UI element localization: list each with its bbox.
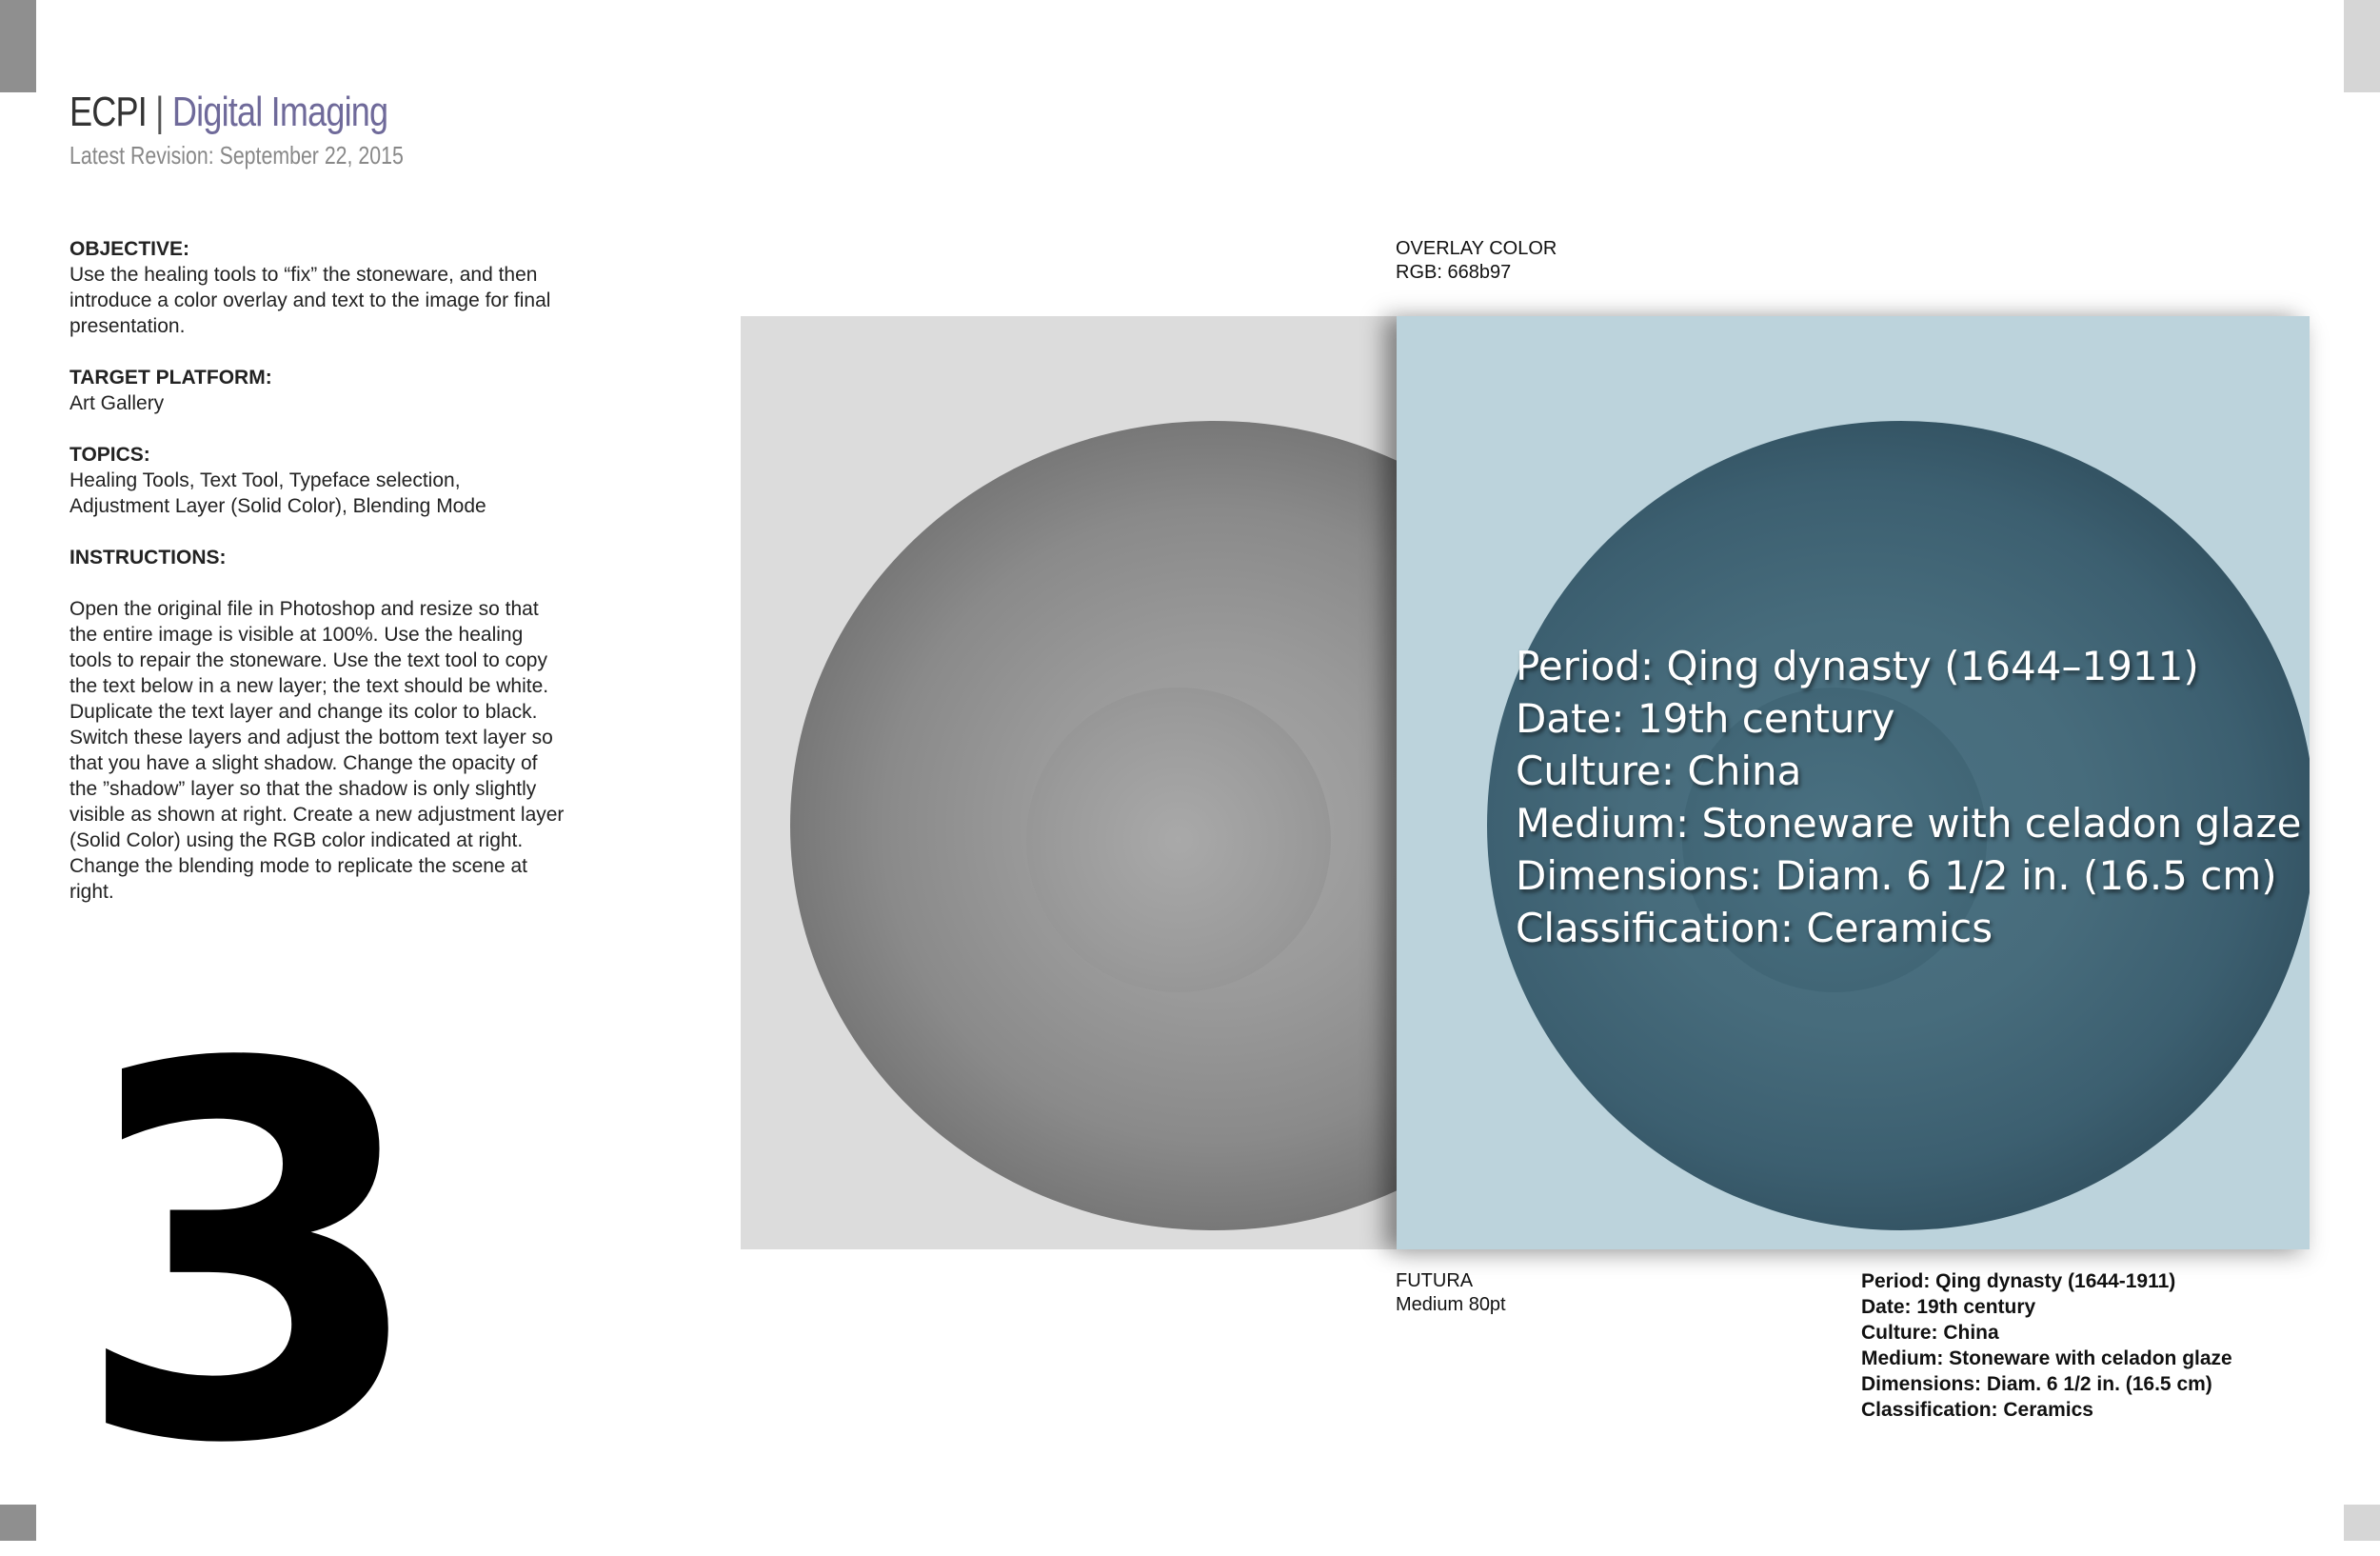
platform-text: Art Gallery xyxy=(69,392,165,414)
photo-label-line: Period: Qing dynasty (1644–1911) xyxy=(1516,643,2199,689)
stoneware-comparison-image xyxy=(741,316,2310,1249)
page-tab-bottom-left xyxy=(0,1505,36,1541)
page-tab-bottom-right xyxy=(2344,1505,2380,1541)
info-line: Culture: China xyxy=(1861,1322,1999,1344)
objective-section xyxy=(69,236,565,339)
photo-label-line: Medium: Stoneware with celadon glaze xyxy=(1516,800,2302,847)
instructions-section xyxy=(69,545,565,905)
font-size: Medium 80pt xyxy=(1396,1294,1506,1315)
original-photo-panel xyxy=(741,316,1397,1249)
photo-label-line: Dimensions: Diam. 6 1/2 in. (16.5 cm) xyxy=(1516,852,2277,899)
page-tab-top-right xyxy=(2344,0,2380,92)
photo-label-line: Date: 19th century xyxy=(1516,695,1895,742)
page-header xyxy=(69,86,477,171)
overlay-color-caption xyxy=(1396,237,1557,285)
info-line: Medium: Stoneware with celadon glaze xyxy=(1861,1347,2232,1369)
page-title xyxy=(69,86,404,139)
overlay-photo-panel xyxy=(1397,316,2310,1249)
photo-label-text xyxy=(1516,640,2301,954)
topics-heading: TOPICS: xyxy=(69,444,150,466)
photo-label-line: Classification: Ceramics xyxy=(1516,905,1993,951)
page-tab-top-left xyxy=(0,0,36,92)
objective-heading: OBJECTIVE: xyxy=(69,238,190,260)
overlay-color-value: RGB: 668b97 xyxy=(1396,262,1512,283)
bowl-center-original xyxy=(1026,688,1331,992)
photo-label-line: Culture: China xyxy=(1516,748,1802,794)
info-line: Date: 19th century xyxy=(1861,1296,2036,1318)
topics-section xyxy=(69,442,565,519)
info-line: Classification: Ceramics xyxy=(1861,1399,2093,1421)
topics-text: Healing Tools, Text Tool, Typeface selection, Adjustment Layer (Solid Color), Blending Mode xyxy=(69,469,486,517)
course-name: ECPI xyxy=(69,89,147,135)
title-separator: | xyxy=(155,89,164,135)
platform-heading: TARGET PLATFORM: xyxy=(69,367,272,389)
revision-date: Latest Revision: September 22, 2015 xyxy=(69,141,404,170)
subject-name: Digital Imaging xyxy=(171,89,388,135)
artwork-info-list xyxy=(1861,1268,2232,1423)
platform-section xyxy=(69,365,565,416)
objective-text: Use the healing tools to “fix” the stoneware, and then introduce a color overlay and text to the image for final presentation. xyxy=(69,264,551,337)
assignment-brief xyxy=(69,236,565,930)
overlay-color-heading: OVERLAY COLOR xyxy=(1396,238,1557,259)
info-line: Period: Qing dynasty (1644-1911) xyxy=(1861,1270,2176,1292)
font-caption xyxy=(1396,1269,1506,1317)
assignment-number: 3 xyxy=(71,958,410,1556)
info-line: Dimensions: Diam. 6 1/2 in. (16.5 cm) xyxy=(1861,1373,2212,1395)
font-name: FUTURA xyxy=(1396,1270,1474,1291)
instructions-text: Open the original file in Photoshop and resize so that the entire image is visible at 100%. Use the healing tools to repair the stoneware. Use the text tool to copy the text below in a new layer; the text should be white. Duplicate the text layer and change its color to black. Switch these layers and adjust the bottom text layer so that you have a slight shadow. Change the opacity of the ”shadow” layer so that the shadow is only slightly visible as shown at right. Create a new adjustment layer (Solid Color) using the RGB color indicated at right. Change the blending mode to replicate the scene at right. xyxy=(69,598,565,903)
instructions-heading: INSTRUCTIONS: xyxy=(69,547,227,569)
